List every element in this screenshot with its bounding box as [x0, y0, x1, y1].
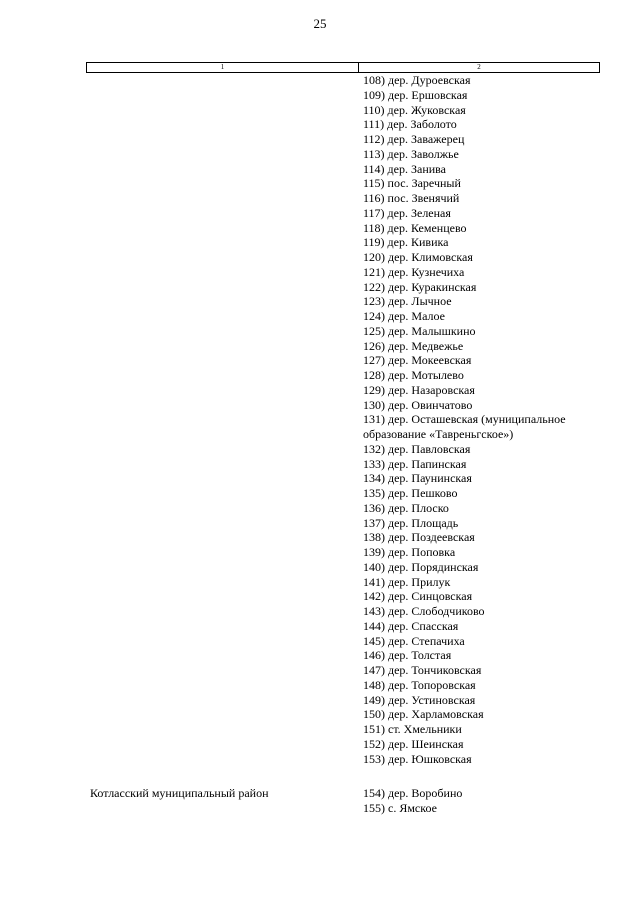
- list-item: 148) дер. Топоровская: [363, 677, 476, 692]
- list-item: 124) дер. Малое: [363, 309, 445, 323]
- list-item: 139) дер. Поповка: [363, 545, 456, 559]
- list-item: 128) дер. Мотылево: [363, 368, 464, 382]
- list-item: 127) дер. Мокеевская: [363, 353, 472, 368]
- list-item: 118) дер. Кеменцево: [363, 220, 467, 235]
- list-item: 144) дер. Спасская: [363, 618, 459, 633]
- list-item: 146) дер. Толстая: [363, 648, 452, 663]
- list-item: 133) дер. Папинская: [363, 456, 467, 471]
- list-item: 121) дер. Кузнечиха: [363, 264, 465, 279]
- list-item: 119) дер. Кивика: [363, 235, 449, 250]
- district-name: Котласский муниципальный район: [90, 786, 269, 800]
- list-item: 141) дер. Прилук: [363, 574, 451, 589]
- list-item: 115) пос. Заречный: [363, 176, 461, 191]
- settlement-list: [363, 73, 603, 766]
- list-item: 126) дер. Медвежье: [363, 338, 464, 353]
- list-item: 123) дер. Лычное: [363, 294, 452, 309]
- list-item: 120) дер. Климовская: [363, 250, 473, 264]
- list-item: 131) дер. Осташевская (муниципальное образование «Тавреньгское»): [363, 412, 566, 441]
- list-item: 117) дер. Зеленая: [363, 205, 451, 220]
- list-item: 132) дер. Павловская: [363, 441, 471, 456]
- list-item: 154) дер. Воробино: [363, 786, 463, 800]
- list-item: 149) дер. Устиновская: [363, 692, 476, 707]
- header-col-2: 2: [477, 63, 481, 71]
- list-item: 147) дер. Тончиковская: [363, 663, 482, 677]
- list-item: 110) дер. Жуковская: [363, 102, 466, 117]
- list-item: 135) дер. Пешково: [363, 486, 458, 500]
- list-item: 142) дер. Синцовская: [363, 589, 473, 604]
- list-item: 116) пос. Звенячий: [363, 191, 460, 205]
- table-header: [86, 62, 600, 73]
- list-item: 145) дер. Степачиха: [363, 633, 465, 648]
- list-item: 109) дер. Ершовская: [363, 87, 468, 102]
- page-number: 25: [313, 16, 327, 31]
- list-item: 152) дер. Шеинская: [363, 736, 464, 751]
- list-item: 151) ст. Хмельники: [363, 722, 462, 736]
- header-col-1: 1: [87, 63, 359, 72]
- list-item: 153) дер. Юшковская: [363, 751, 472, 766]
- list-item: 122) дер. Куракинская: [363, 279, 477, 294]
- list-item: 136) дер. Плоско: [363, 500, 449, 515]
- list-item: 114) дер. Занива: [363, 161, 446, 176]
- list-item: 130) дер. Овинчатово: [363, 397, 473, 412]
- list-item: 108) дер. Дуроевская: [363, 73, 471, 87]
- list-item: 111) дер. Заболото: [363, 117, 457, 132]
- list-item: 155) с. Ямское: [363, 800, 437, 815]
- list-item: 129) дер. Назаровская: [363, 382, 475, 397]
- list-item: 138) дер. Поздеевская: [363, 530, 475, 545]
- list-item: 125) дер. Малышкино: [363, 323, 476, 338]
- district-settlement-list: [363, 786, 603, 816]
- list-item: 112) дер. Заважерец: [363, 132, 465, 146]
- list-item: 150) дер. Харламовская: [363, 707, 484, 722]
- list-item: 134) дер. Паунинская: [363, 471, 472, 486]
- list-item: 143) дер. Слободчиково: [363, 604, 485, 618]
- list-item: 137) дер. Площадь: [363, 515, 459, 530]
- list-item: 113) дер. Заволжье: [363, 146, 459, 161]
- list-item: 140) дер. Порядинская: [363, 559, 479, 574]
